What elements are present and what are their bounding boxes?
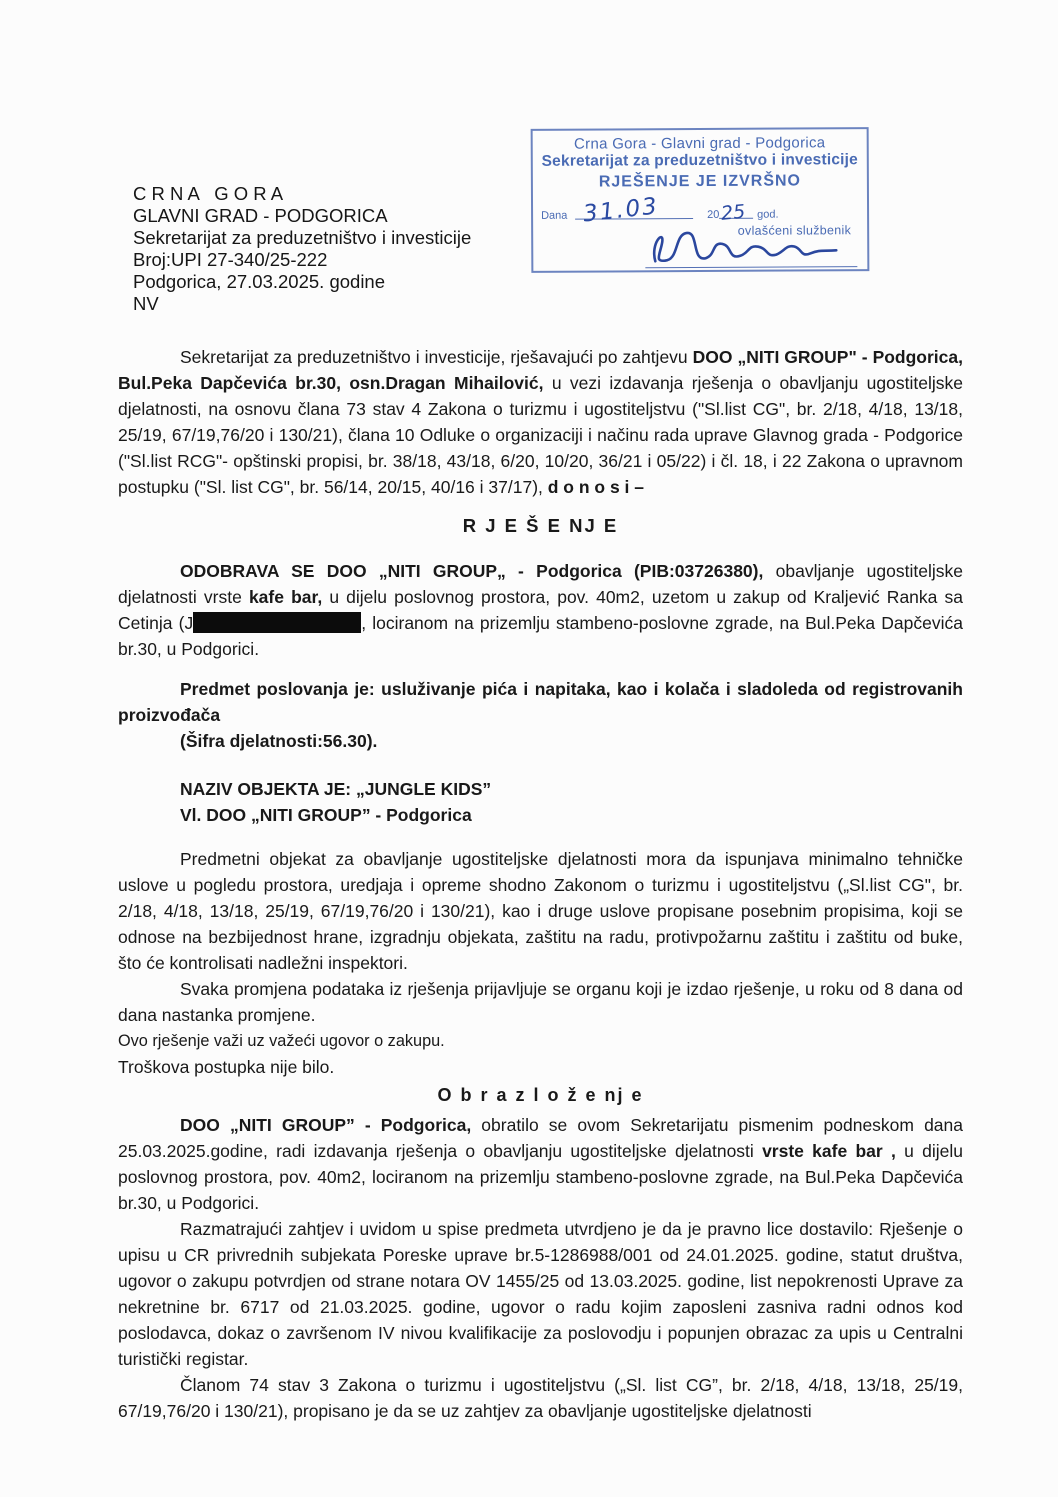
executory-stamp: [531, 127, 870, 273]
letterhead-initials: NV: [133, 293, 159, 314]
stamp-date-handwritten: 31.03: [581, 193, 661, 228]
section-heading-resolution: R J E Š E NJ E: [462, 515, 619, 536]
letterhead-department: Sekretarijat za preduzetništvo i investicije: [133, 227, 472, 248]
stamp-year-prefix: 20: [707, 208, 720, 221]
letterhead-place-date: Podgorica, 27.03.2025. godine: [133, 271, 386, 292]
stamp-year-suffix: god.: [757, 208, 779, 221]
section-heading-explanation: O b r a z l o ž e nj e: [437, 1085, 644, 1105]
change-notice-paragraph: Svaka promjena podataka iz rješenja prijavljuje se organu koji je izdao rješenje, u roku od 8 dana od dana nastanka promjene.: [118, 979, 963, 1025]
stamp-year-handwritten: 25: [720, 200, 747, 225]
stamp-line3: RJEŠENJE JE IZVRŠNO: [598, 172, 802, 191]
redaction-box: [193, 612, 361, 633]
opening-paragraph: Sekretarijat za preduzetništvo i investicije, rješavajući po zahtjevu DOO „NITI GROUP" - Podgorica, Bul.Peka Dapčevića br.30, osn.Dragan Mihailović, u vezi izdavanja rješenja o obavljanju ugostiteljske djelatnosti, na osnovu člana 73 stav 4 Zakona o turizmu i ugostiteljstvu ("Sl.list CG", br. 2/18, 4/18, 13/18, 25/19, 67/19,76/20 i 130/21), člana 10 Odluke o organizaciji i načinu rada uprave Glavnog grada - Podgorice ("Sl.list RCG"- opštinski propisi, br. 38/18, 43/18, 6/20, 10/20, 36/21 i 05/22) i čl. 18, i 22 Zakona o upravnom postupku ("Sl. list CG", br. 56/14, 20/15, 40/16 i 37/17), d o n o s i –: [118, 347, 964, 497]
stamp-line1: Crna Gora - Glavni grad - Podgorica: [573, 134, 826, 153]
request-paragraph: DOO „NITI GROUP” - Podgorica, obratilo se ovom Sekretarijatu pismenim podneskom dana 25.03.2025.godine, radi izdavanja rješenja o obavljanju ugostiteljske djelatnosti vrste kafe bar , u dijelu poslovnog prostora, pov. 40m2, lociranom na prizemlju stambeno-poslovne zgrade, na Bul.Peka Dapčevića br.30, u Podgorici.: [118, 1115, 964, 1213]
letterhead-country: C R N A G O R A: [133, 183, 284, 204]
stamp-line2: Sekretarijat za preduzetništvo i investicije: [541, 151, 859, 170]
conditions-paragraph: Predmetni objekat za obavljanje ugostiteljske djelatnosti mora da ispunjava minimalno tehničke uslove u pogledu prostora, uredjaja i opreme shodno Zakonom o turizmu i ugostiteljstvu („Sl.list CG", br. 2/18, 4/18, 13/18, 25/19, 67/19,76/20 i 130/21), kao i druge uslove propisane posebnim propisima, koji se odnose na bezbijednost hrane, izgradnju objekata, zaštitu na radu, protivpožarnu zaštitu i zaštitu od buke, što će kontrolisati nadležni inspektori.: [118, 849, 963, 973]
object-name-line: NAZIV OBJEKTA JE: „JUNGLE KIDS”: [180, 779, 492, 799]
object-owner-line: Vl. DOO „NITI GROUP” - Podgorica: [180, 805, 472, 825]
lease-note-line: Ovo rješenje važi uz važeći ugovor o zakupu.: [118, 1032, 445, 1050]
signature-icon: [645, 220, 857, 273]
letterhead: [133, 183, 471, 315]
letterhead-city: GLAVNI GRAD - PODGORICA: [133, 205, 388, 226]
approval-paragraph: ODOBRAVA SE DOO „NITI GROUP„ - Podgorica (PIB:03726380), obavljanje ugostiteljske djelatnosti vrste kafe bar, u dijelu poslovnog prostora, pov. 40m2, uzetom u zakup od Kraljević Ranka sa Cetinja (J , lociranom na prizemlju stambeno-poslovne zgrade, na Bul.Peka Dapčevića br.30, u Podgorici.: [118, 561, 963, 659]
subject-paragraph: Predmet poslovanja je: usluživanje pića i napitaka, kao i kolača i sladoleda od registrovanih proizvođača: [118, 679, 963, 725]
subject-code-line: (Šifra djelatnosti:56.30).: [180, 731, 378, 751]
document-body: [0, 310, 1058, 1424]
stamp-date-label: Dana: [541, 209, 568, 222]
law-paragraph: Članom 74 stav 3 Zakona o turizmu i ugostiteljstvu („Sl. list CG”, br. 2/18, 4/18, 13/18, 25/19, 67/19,76/20 i 130/21), propisano je da se uz zahtjev za obavljanje ugostiteljske djelatnosti: [118, 1375, 963, 1421]
review-paragraph: Razmatrajući zahtjev i uvidom u spise predmeta utvrdjeno je da je pravno lice dostavilo: Rješenje o upisu u CR privrednih subjekata Poreske uprave br.5-1286988/001 od 24.01.2025. godine, statut društva, ugovor o zakupu potvrdjen od strane notara OV 1455/25 od 13.03.2025. godine, list nepokrenosti Uprave za nekretnine br. 6717 od 21.03.2025. godine, ugovor o radu kojim zaposleni zasniva radni odnos kod poslodavca, dokaz o završenom IV nivou kvalifikacije za poslovodju i popunjen obrazac za upis u Centralni turistički registar.: [118, 1219, 963, 1369]
letterhead-case-number: Broj:UPI 27-340/25-222: [133, 249, 328, 270]
costs-note-line: Troškova postupka nije bilo.: [118, 1057, 335, 1077]
signature-line: [645, 222, 857, 268]
stamp-official-label: ovlašćeni službenik: [737, 223, 852, 238]
